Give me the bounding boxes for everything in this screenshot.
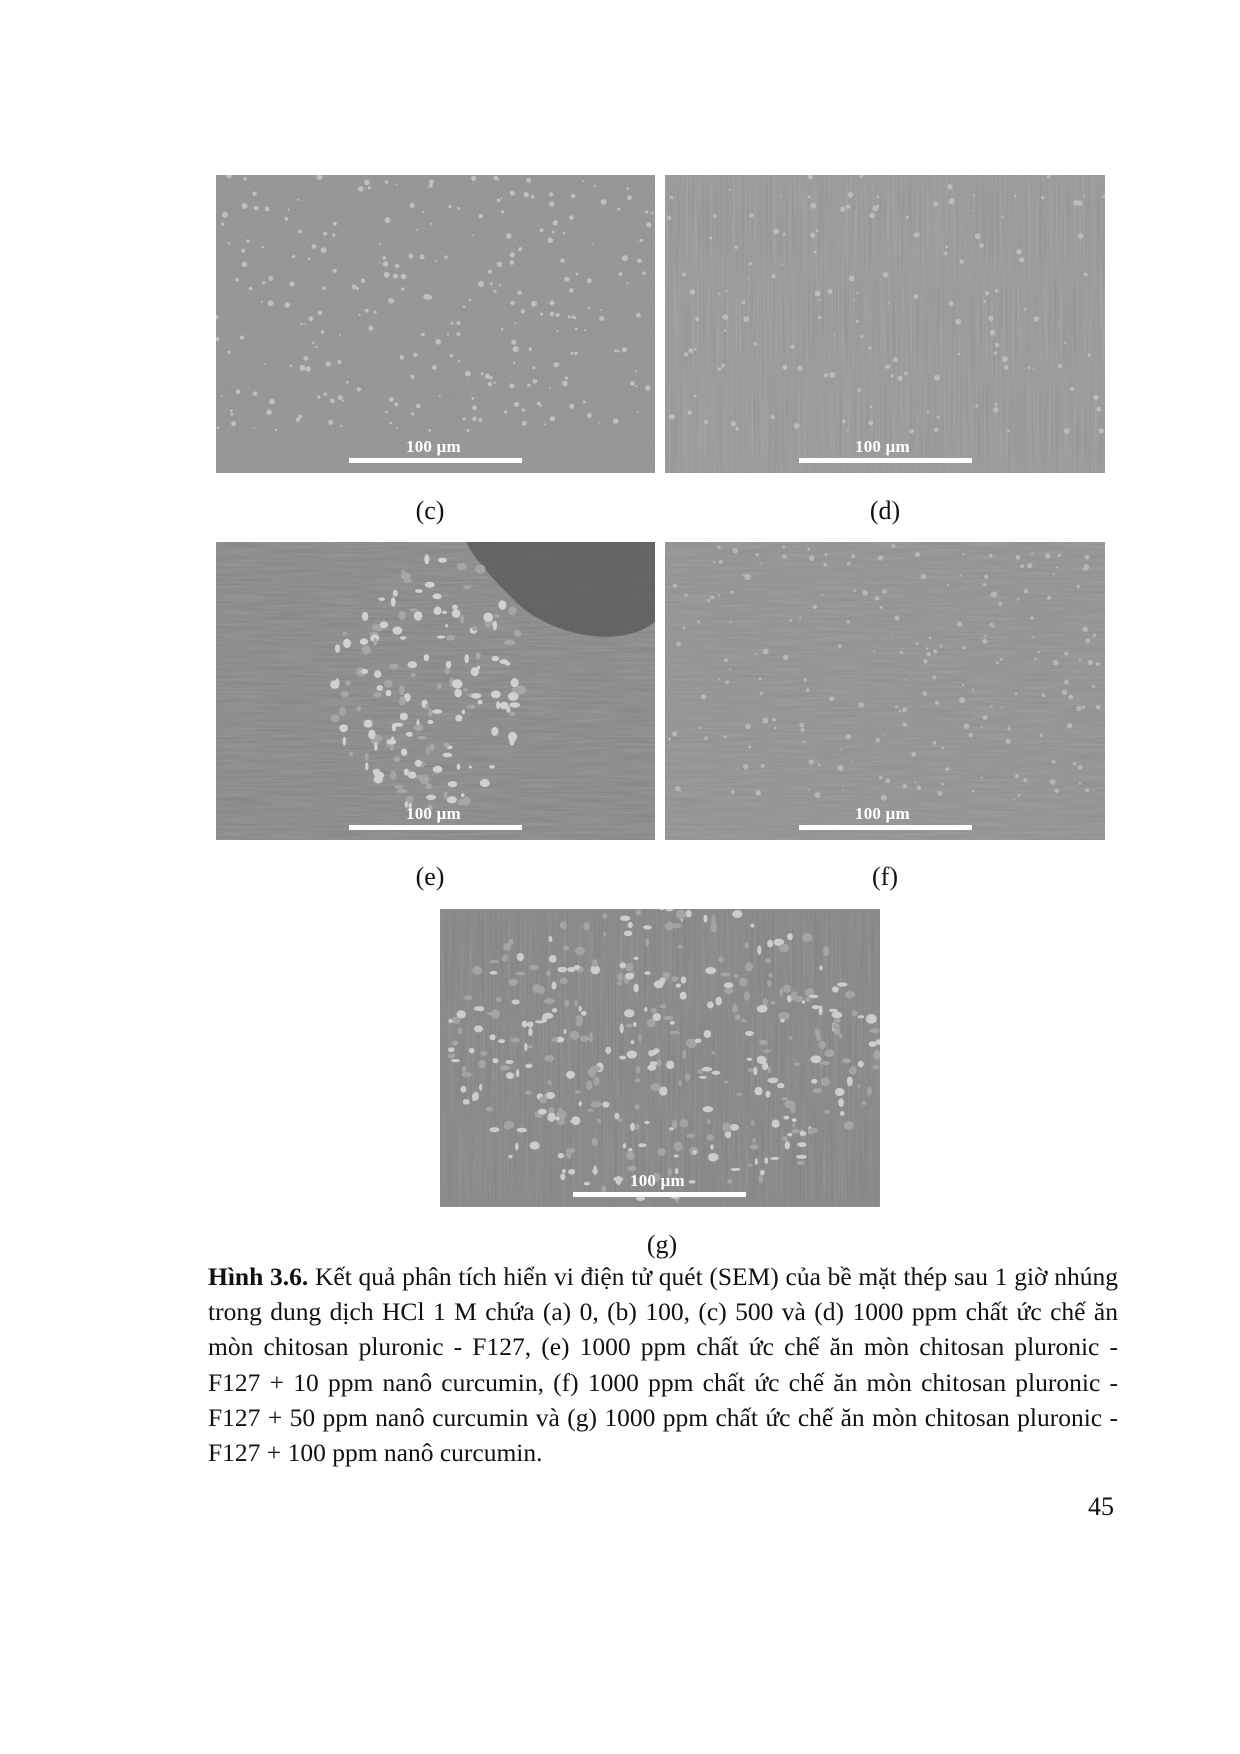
scale-bar-d [799, 458, 972, 463]
panel-label-g: (g) [646, 1230, 678, 1259]
sem-texture-e [216, 542, 655, 840]
scale-label-d: 100 µm [855, 437, 910, 456]
scale-label-e: 100 µm [406, 804, 461, 823]
sem-texture-g [440, 909, 880, 1207]
scale-label-c: 100 µm [406, 437, 461, 456]
caption-text: Kết quả phân tích hiển vi điện tử quét (SEM) của bề mặt thép sau 1 giờ nhúng trong dung dịch HCl 1 M chứa (a) 0, (b) 100, (c) 500 và (d) 1000 ppm chất ức chế ăn mòn chitosan pluronic - F127, (e) 1000 ppm chất ức chế ăn mòn chitosan pluronic - F127 + 10 ppm nanô curcumin, (f) 1000 ppm chất ức chế ăn mòn chitosan pluronic - F127 + 50 ppm nanô curcumin và (g) 1000 ppm chất ức chế ăn mòn chitosan pluronic - F127 + 100 ppm nanô curcumin. [208, 1262, 1118, 1468]
sem-texture-f [665, 542, 1105, 840]
caption-title: Hình 3.6. [208, 1262, 309, 1291]
sem-image-g [440, 909, 880, 1207]
sem-texture-c [216, 175, 655, 473]
sem-image-e [216, 542, 655, 840]
figure-caption [208, 1259, 1118, 1470]
scale-label-g: 100 µm [630, 1171, 685, 1190]
panel-label-d: (d) [869, 496, 901, 525]
scale-bar-f [799, 825, 972, 830]
scale-bar-c [349, 458, 522, 463]
sem-texture-d [665, 175, 1105, 473]
scale-bar-g [573, 1192, 746, 1197]
scale-label-f: 100 µm [855, 804, 910, 823]
panel-label-e: (e) [415, 862, 445, 891]
panel-label-f: (f) [872, 862, 898, 891]
sem-image-f [665, 542, 1105, 840]
scale-bar-e [349, 825, 522, 830]
panel-label-c: (c) [415, 496, 445, 525]
sem-image-d [665, 175, 1105, 473]
page-number: 45 [1088, 1492, 1114, 1521]
sem-image-c [216, 175, 655, 473]
